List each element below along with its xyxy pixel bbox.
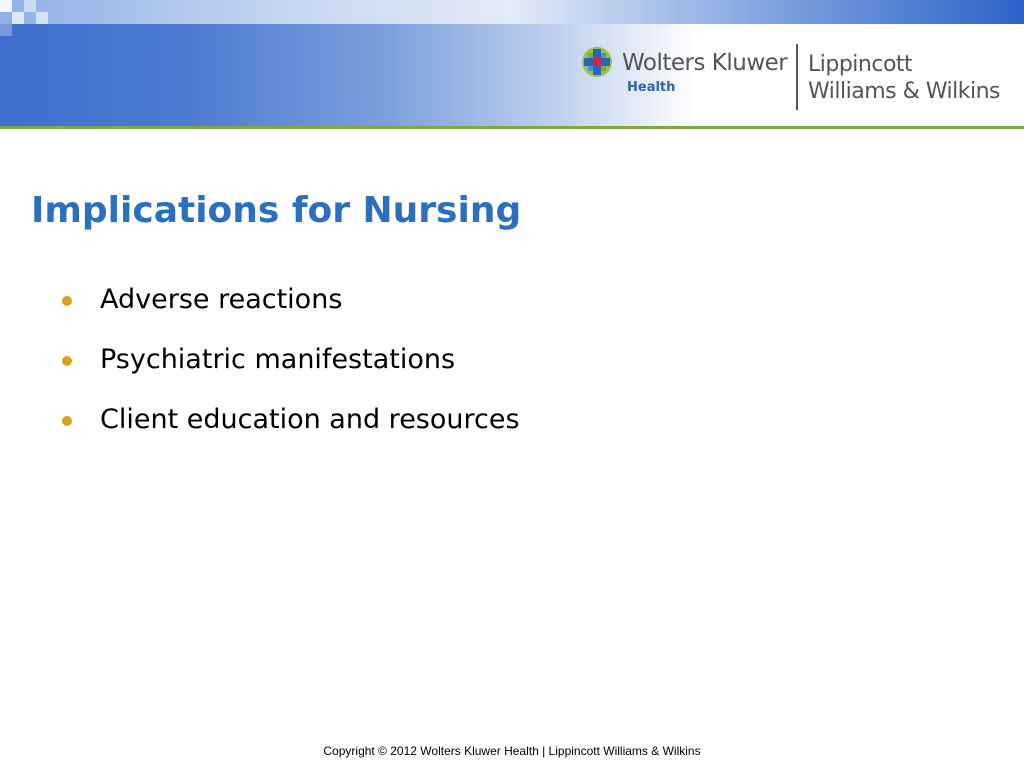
bullet-icon [62, 356, 72, 366]
bullet-text: Psychiatric manifestations [100, 344, 456, 375]
decor-square [0, 0, 12, 12]
header-top-bar [0, 0, 1024, 24]
slide-footer [0, 744, 1024, 758]
imprint-line-2: Williams & Wilkins [808, 79, 1000, 104]
slide-header-banner [0, 0, 1024, 128]
slide-title: Implications for Nursing [31, 190, 522, 231]
division-name: Health [627, 80, 676, 95]
decor-square [12, 12, 24, 24]
decor-square [24, 0, 36, 12]
bullet-text: Client education and resources [100, 404, 520, 435]
company-name: Wolters Kluwer [622, 50, 788, 76]
bullet-text: Adverse reactions [100, 284, 343, 315]
decor-square [36, 12, 48, 24]
imprint-line-1: Lippincott [808, 52, 913, 77]
bullet-icon [62, 296, 72, 306]
copyright-text: Copyright © 2012 Wolters Kluwer Health | Lippincott Williams & Wilkins [323, 744, 701, 758]
logo-divider [796, 44, 798, 110]
bullet-icon [62, 416, 72, 426]
header-rule [0, 126, 1024, 129]
decor-square [0, 24, 12, 36]
wolters-kluwer-globe-icon [581, 46, 613, 78]
